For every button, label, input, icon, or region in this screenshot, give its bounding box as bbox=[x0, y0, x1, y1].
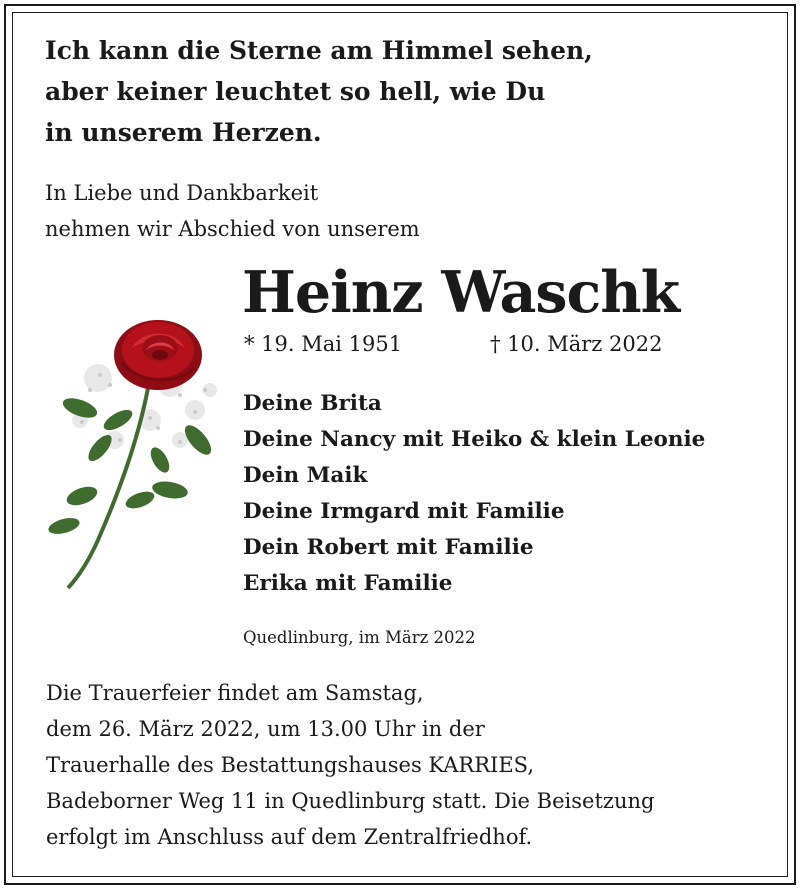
death-date: † 10. März 2022 bbox=[490, 332, 663, 356]
mourners-list bbox=[243, 386, 705, 602]
poem-line: in unserem Herzen. bbox=[45, 118, 322, 147]
ceremony-line: Trauerhalle des Bestattungshauses KARRIES, bbox=[46, 753, 534, 777]
mourner: Deine Brita bbox=[243, 391, 382, 416]
place-date: Quedlinburg, im März 2022 bbox=[243, 628, 476, 647]
mourner: Deine Nancy mit Heiko & klein Leonie bbox=[243, 427, 706, 452]
mourner: Erika mit Familie bbox=[243, 571, 453, 596]
ceremony-line: erfolgt im Anschluss auf dem Zentralfriedhof. bbox=[46, 825, 533, 849]
ceremony-info bbox=[46, 675, 654, 855]
ceremony-line: Die Trauerfeier findet am Samstag, bbox=[46, 681, 424, 705]
mourner: Deine Irmgard mit Familie bbox=[243, 499, 565, 524]
mourner: Dein Maik bbox=[243, 463, 368, 488]
intro-text bbox=[45, 175, 420, 247]
rose-icon bbox=[20, 300, 240, 600]
birth-date: * 19. Mai 1951 bbox=[244, 332, 403, 356]
intro-line: nehmen wir Abschied von unserem bbox=[45, 217, 420, 241]
deceased-name: Heinz Waschk bbox=[242, 259, 680, 326]
poem bbox=[45, 30, 593, 153]
intro-line: In Liebe und Dankbarkeit bbox=[45, 181, 319, 205]
poem-line: aber keiner leuchtet so hell, wie Du bbox=[45, 77, 546, 106]
ceremony-line: Badeborner Weg 11 in Quedlinburg statt. Die Beisetzung bbox=[46, 789, 655, 813]
mourner: Dein Robert mit Familie bbox=[243, 535, 534, 560]
poem-line: Ich kann die Sterne am Himmel sehen, bbox=[45, 36, 593, 65]
ceremony-line: dem 26. März 2022, um 13.00 Uhr in der bbox=[46, 717, 485, 741]
